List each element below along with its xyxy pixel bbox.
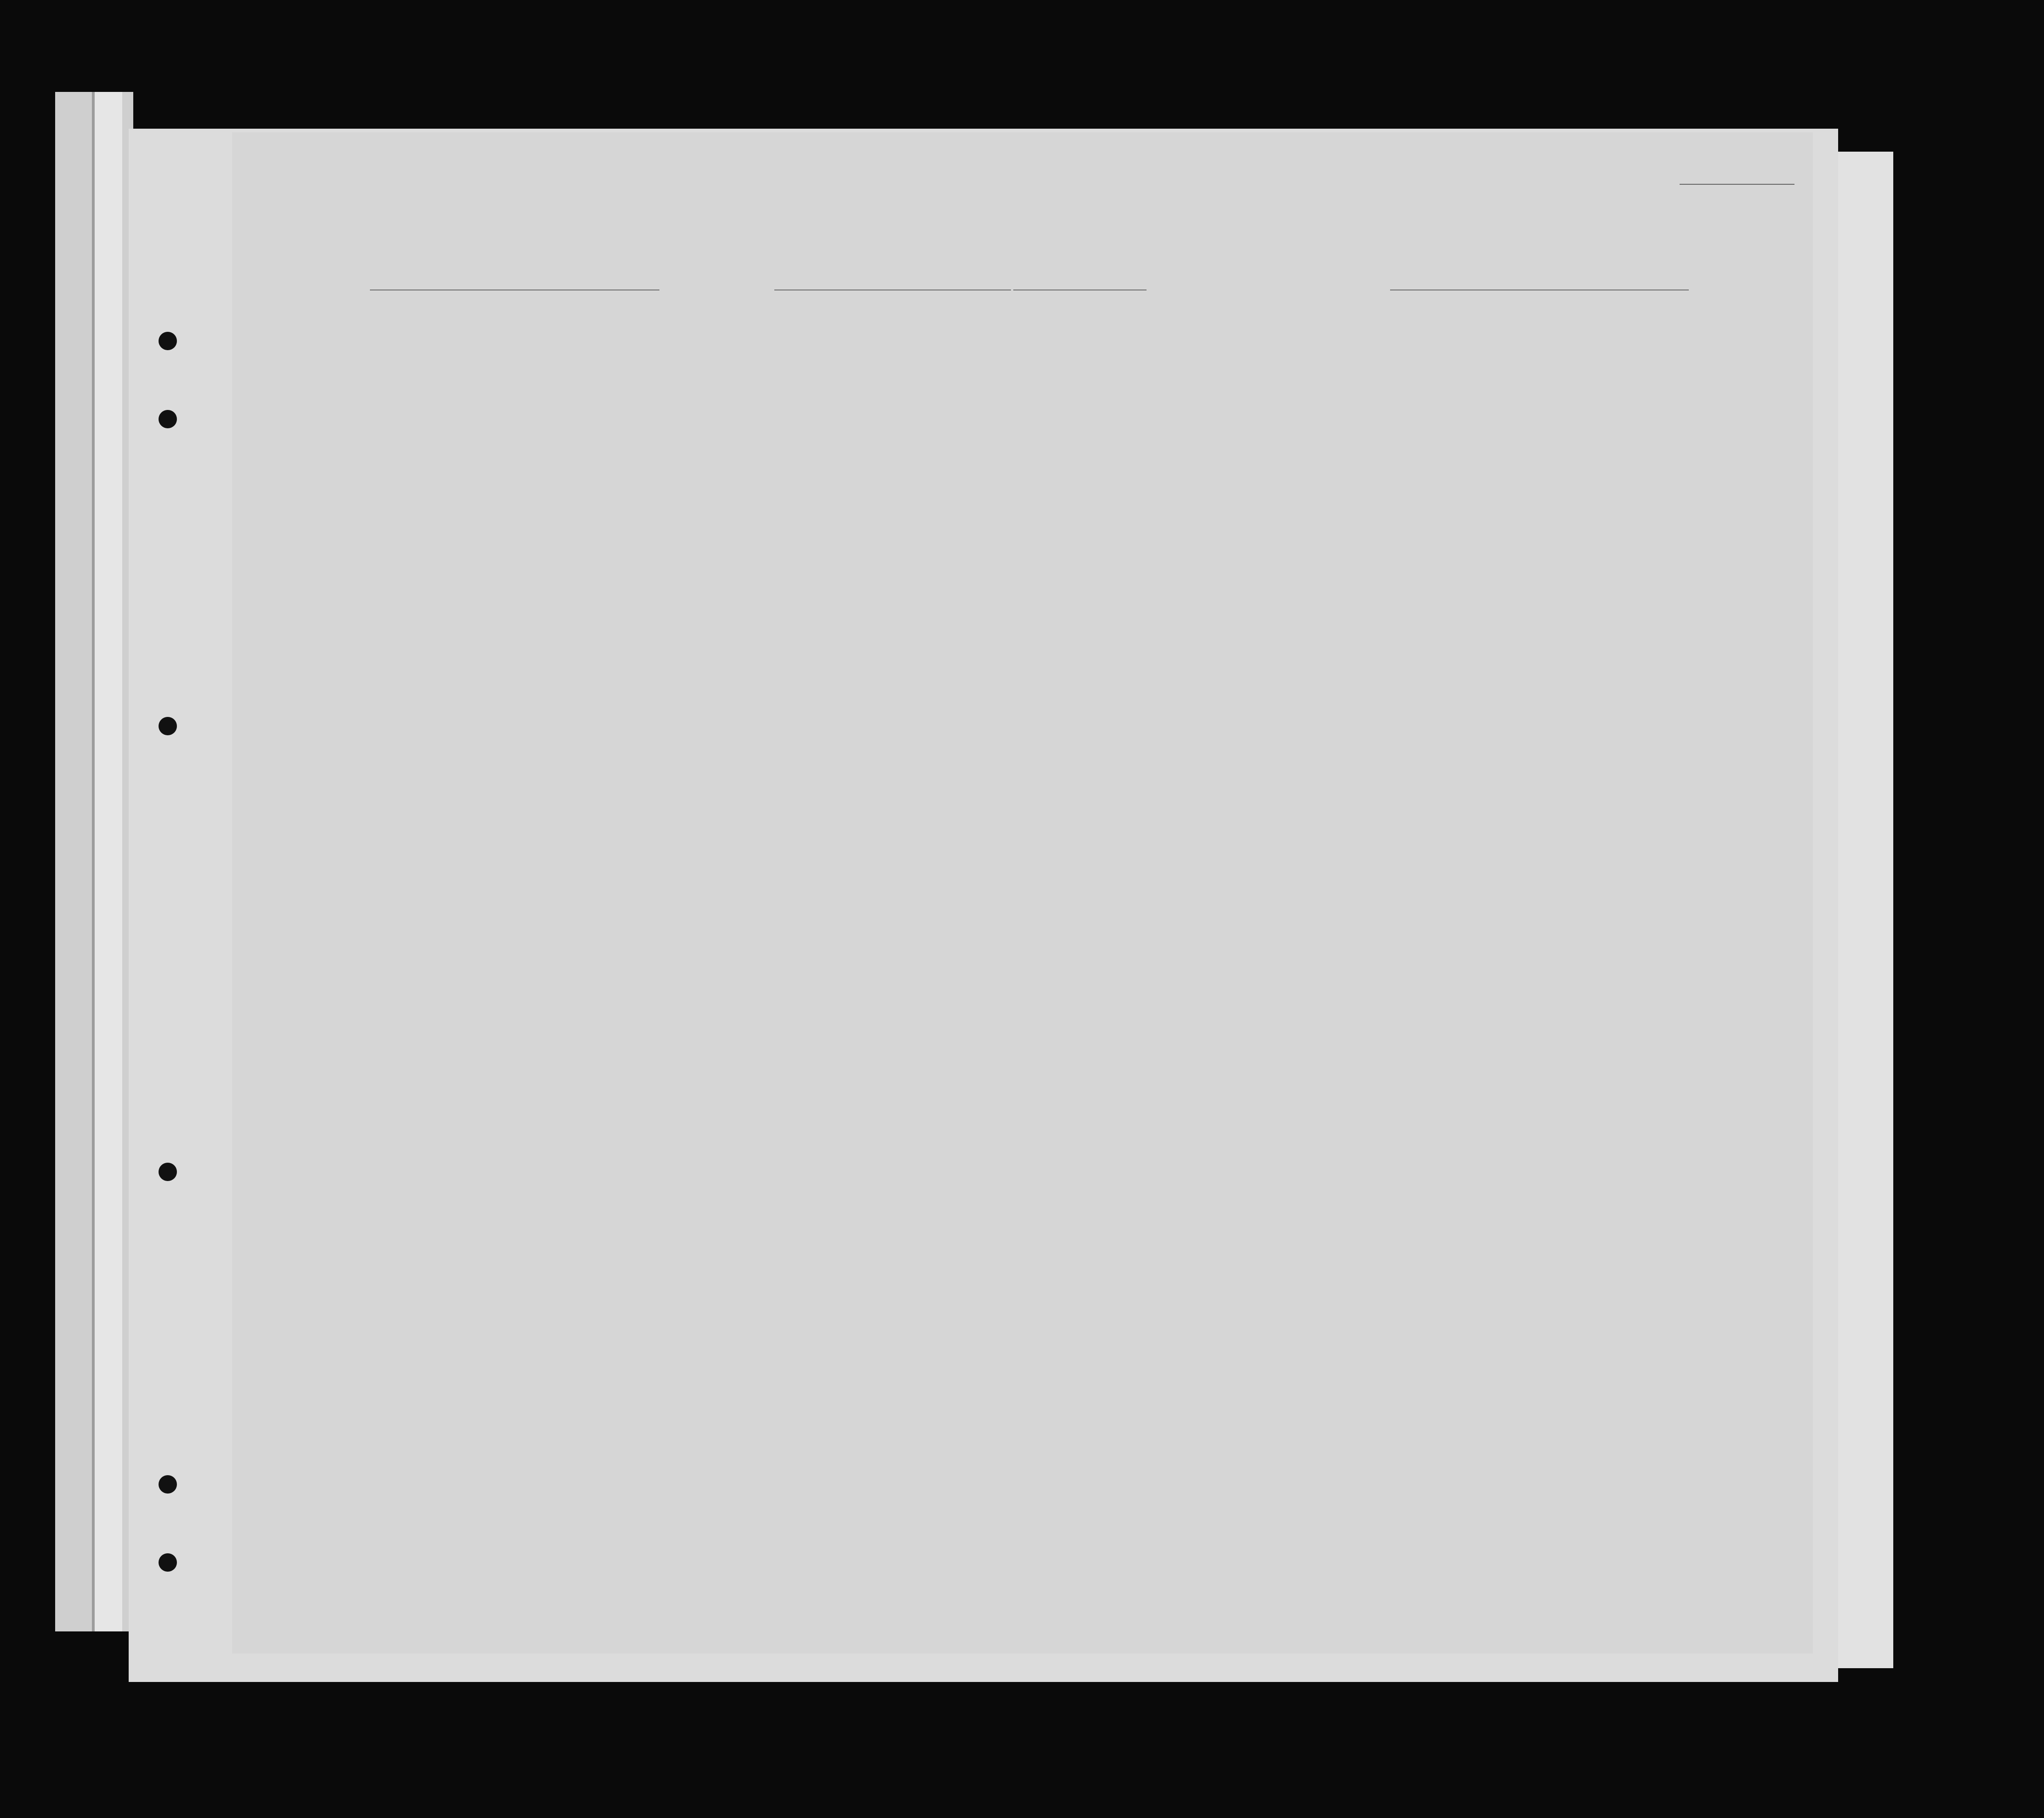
punch-hole	[159, 717, 177, 735]
number-line	[1680, 184, 1794, 185]
punch-hole	[159, 1475, 177, 1494]
punch-hole	[159, 1553, 177, 1572]
binder-edge	[92, 92, 122, 1631]
punch-hole	[159, 1163, 177, 1181]
punch-hole	[159, 410, 177, 428]
punch-hole	[159, 332, 177, 350]
citizen-list-form	[232, 132, 1813, 1653]
